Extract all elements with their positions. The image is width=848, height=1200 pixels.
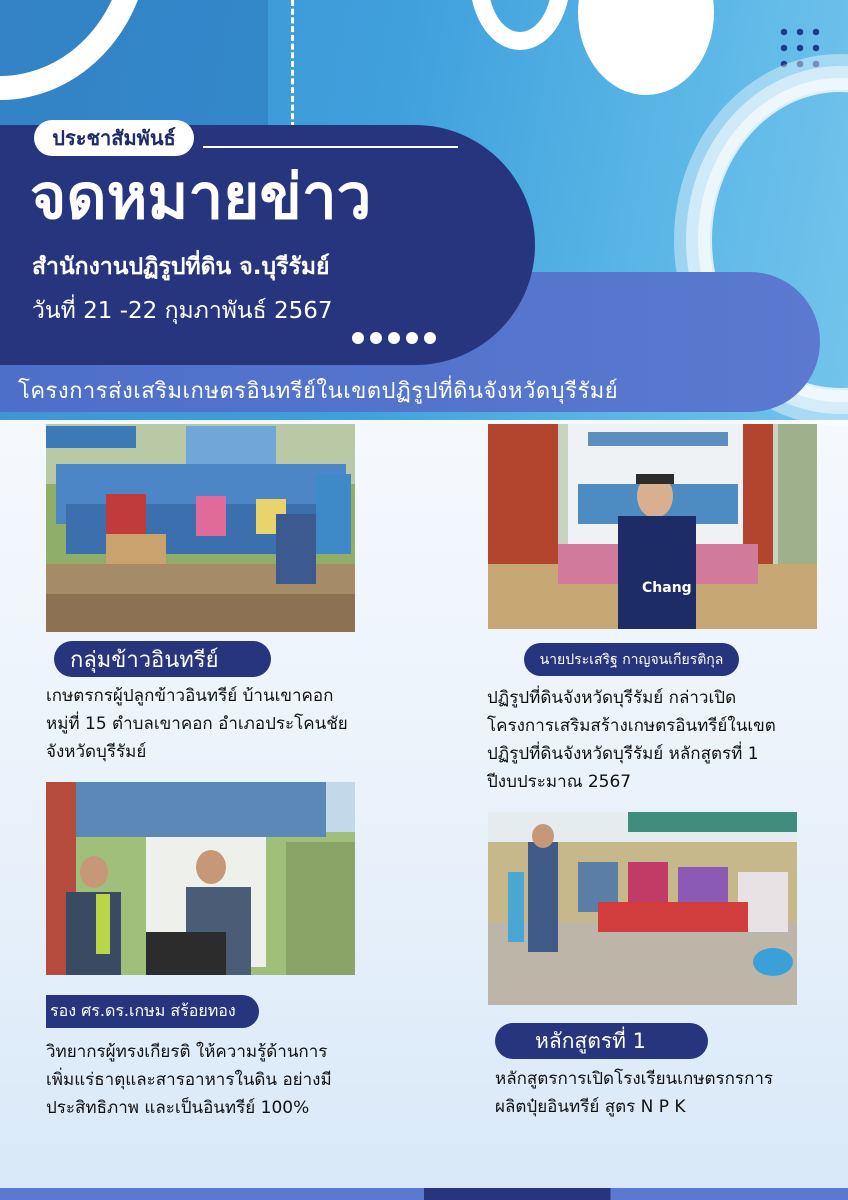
section-label-organic-rice: กลุ่มข้าวอินทรีย์	[54, 641, 271, 677]
caption-line: ผลิตปุ๋ยอินทรีย์ สูตร N P K	[495, 1097, 686, 1117]
caption-lecturer	[46, 1038, 376, 1122]
footer-bar	[0, 1188, 848, 1200]
caption-line: วิทยากรผู้ทรงเกียรติ ให้ความรู้ด้านการ	[46, 1042, 328, 1062]
lecturer-photo	[46, 782, 355, 975]
decorative-dot-grid	[776, 24, 826, 72]
decorative-dots	[352, 332, 436, 344]
section-label-lecturer-name: รอง ศร.ดร.เกษม สร้อยทอง	[46, 995, 259, 1028]
section-label-course: หลักสูตรที่ 1	[495, 1023, 708, 1059]
category-tag: ประชาสัมพันธ์	[34, 120, 194, 156]
caption-line: ปฏิรูปที่ดินจังหวัดบุรีรัมย์ หลักสูตรที่ 1	[487, 744, 759, 764]
caption-line: หมู่ที่ 15 ตำบลเขาคอก อำเภอประโคนชัย	[46, 714, 348, 734]
caption-line: ปีงบประมาณ 2567	[487, 772, 632, 792]
caption-line: เกษตรกรผู้ปลูกข้าวอินทรีย์ บ้านเขาคอก	[46, 686, 334, 706]
decorative-dashed-line	[291, 0, 294, 128]
audience-photo	[488, 812, 797, 1005]
caption-line: หลักสูตรการเปิดโรงเรียนเกษตรกรการ	[495, 1069, 774, 1089]
section-label-speaker-name: นายประเสริฐ กาญจนเกียรติกุล	[524, 643, 739, 676]
speaker-photo	[488, 424, 817, 629]
project-title: โครงการส่งเสริมเกษตรอินทรีย์ในเขตปฏิรูปที่ดินจังหวัดบุรีรัมย์	[18, 379, 619, 404]
caption-speaker	[487, 684, 817, 796]
newsletter-title: จดหมายข่าว	[30, 160, 372, 233]
caption-line: ปฏิรูปที่ดินจังหวัดบุรีรัมย์ กล่าวเปิด	[487, 688, 737, 708]
caption-line: ประสิทธิภาพ และเป็นอินทรีย์ 100%	[46, 1098, 310, 1118]
caption-line: เพิ่มแร่ธาตุและสารอาหารในดิน อย่างมี	[46, 1070, 332, 1090]
event-date: วันที่ 21 -22 กุมภาพันธ์ 2567	[32, 298, 333, 324]
caption-line: จังหวัดบุรีรัมย์	[46, 742, 147, 762]
shirt-text: Chang	[642, 580, 692, 596]
caption-organic-rice	[46, 682, 376, 766]
office-name: สำนักงานปฏิรูปที่ดิน จ.บุรีรัมย์	[32, 254, 330, 280]
caption-line: โครงการเสริมสร้างเกษตรอินทรีย์ในเขต	[487, 716, 776, 736]
caption-course	[495, 1065, 815, 1121]
group-photo	[46, 424, 355, 632]
tag-underline	[203, 146, 458, 148]
